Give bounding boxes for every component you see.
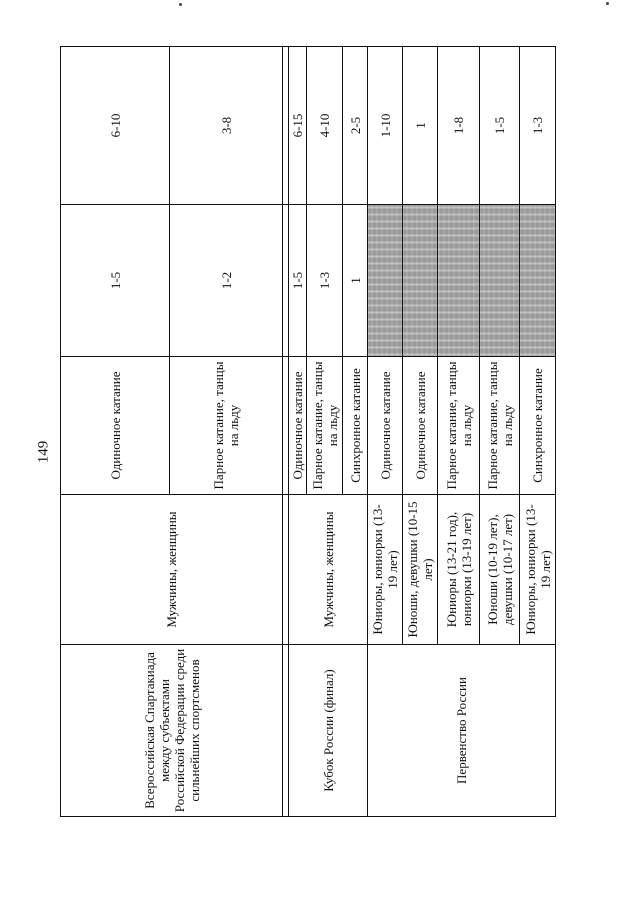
table-row [61,47,170,817]
scan-mark [179,3,182,6]
cell-discipline: Одиночное катание [289,357,307,495]
cell-col5: 1-10 [368,47,403,205]
cell-group: Мужчины, женщины [61,495,283,645]
cell-group: Юниоры, юниорки (13-19 лет) [368,495,403,645]
table-frame [60,47,553,817]
cell-competition: Первенство России [368,645,556,817]
cell-col5: 1-8 [438,47,480,205]
cell-shaded [438,205,480,357]
cell-col5: 2-5 [343,47,368,205]
scan-mark [606,2,609,5]
cell-group: Юниоры, юниорки (13-19 лет) [520,495,556,645]
cell-discipline: Одиночное катание [368,357,403,495]
cell-group: Юноши (10-19 лет), девушки (10-17 лет) [480,495,520,645]
cell-group: Юниоры (13-21 год), юниорки (13-19 лет) [438,495,480,645]
cell-col5: 1-5 [480,47,520,205]
cell-shaded [368,205,403,357]
cell-col4: 1-5 [289,205,307,357]
cell-col4: 1 [343,205,368,357]
cell-competition: Всероссийская Спартакиада между субъектами Российской Федерации среди сильнейших спортсменов [61,645,283,817]
rotated-table [60,47,553,817]
cell-discipline: Парное катание, танцы на льду [170,357,283,495]
cell-col4: 1-2 [170,205,283,357]
cell-shaded [403,205,438,357]
cell-discipline: Одиночное катание [403,357,438,495]
cell-discipline: Парное катание, танцы на льду [307,357,343,495]
cell-col5: 1 [403,47,438,205]
cell-shaded [520,205,556,357]
cell-col4: 1-3 [307,205,343,357]
cell-group: Мужчины, женщины [289,495,368,645]
cell-competition: Кубок России (финал) [289,645,368,817]
cell-col5: 4-10 [307,47,343,205]
table-row [289,47,307,817]
cell-col5: 1-3 [520,47,556,205]
cell-col5: 3-8 [170,47,283,205]
cell-shaded [480,205,520,357]
cell-col4: 1-5 [61,205,170,357]
results-table [60,46,556,817]
page-number: 149 [35,440,52,464]
cell-group: Юноши, девушки (10-15 лет) [403,495,438,645]
cell-discipline: Парное катание, танцы на льду [438,357,480,495]
table-row [368,47,403,817]
cell-discipline: Одиночное катание [61,357,170,495]
cell-discipline: Синхронное катание [343,357,368,495]
cell-discipline: Синхронное катание [520,357,556,495]
cell-discipline: Парное катание, танцы на льду [480,357,520,495]
cell-col5: 6-10 [61,47,170,205]
cell-col5: 6-15 [289,47,307,205]
